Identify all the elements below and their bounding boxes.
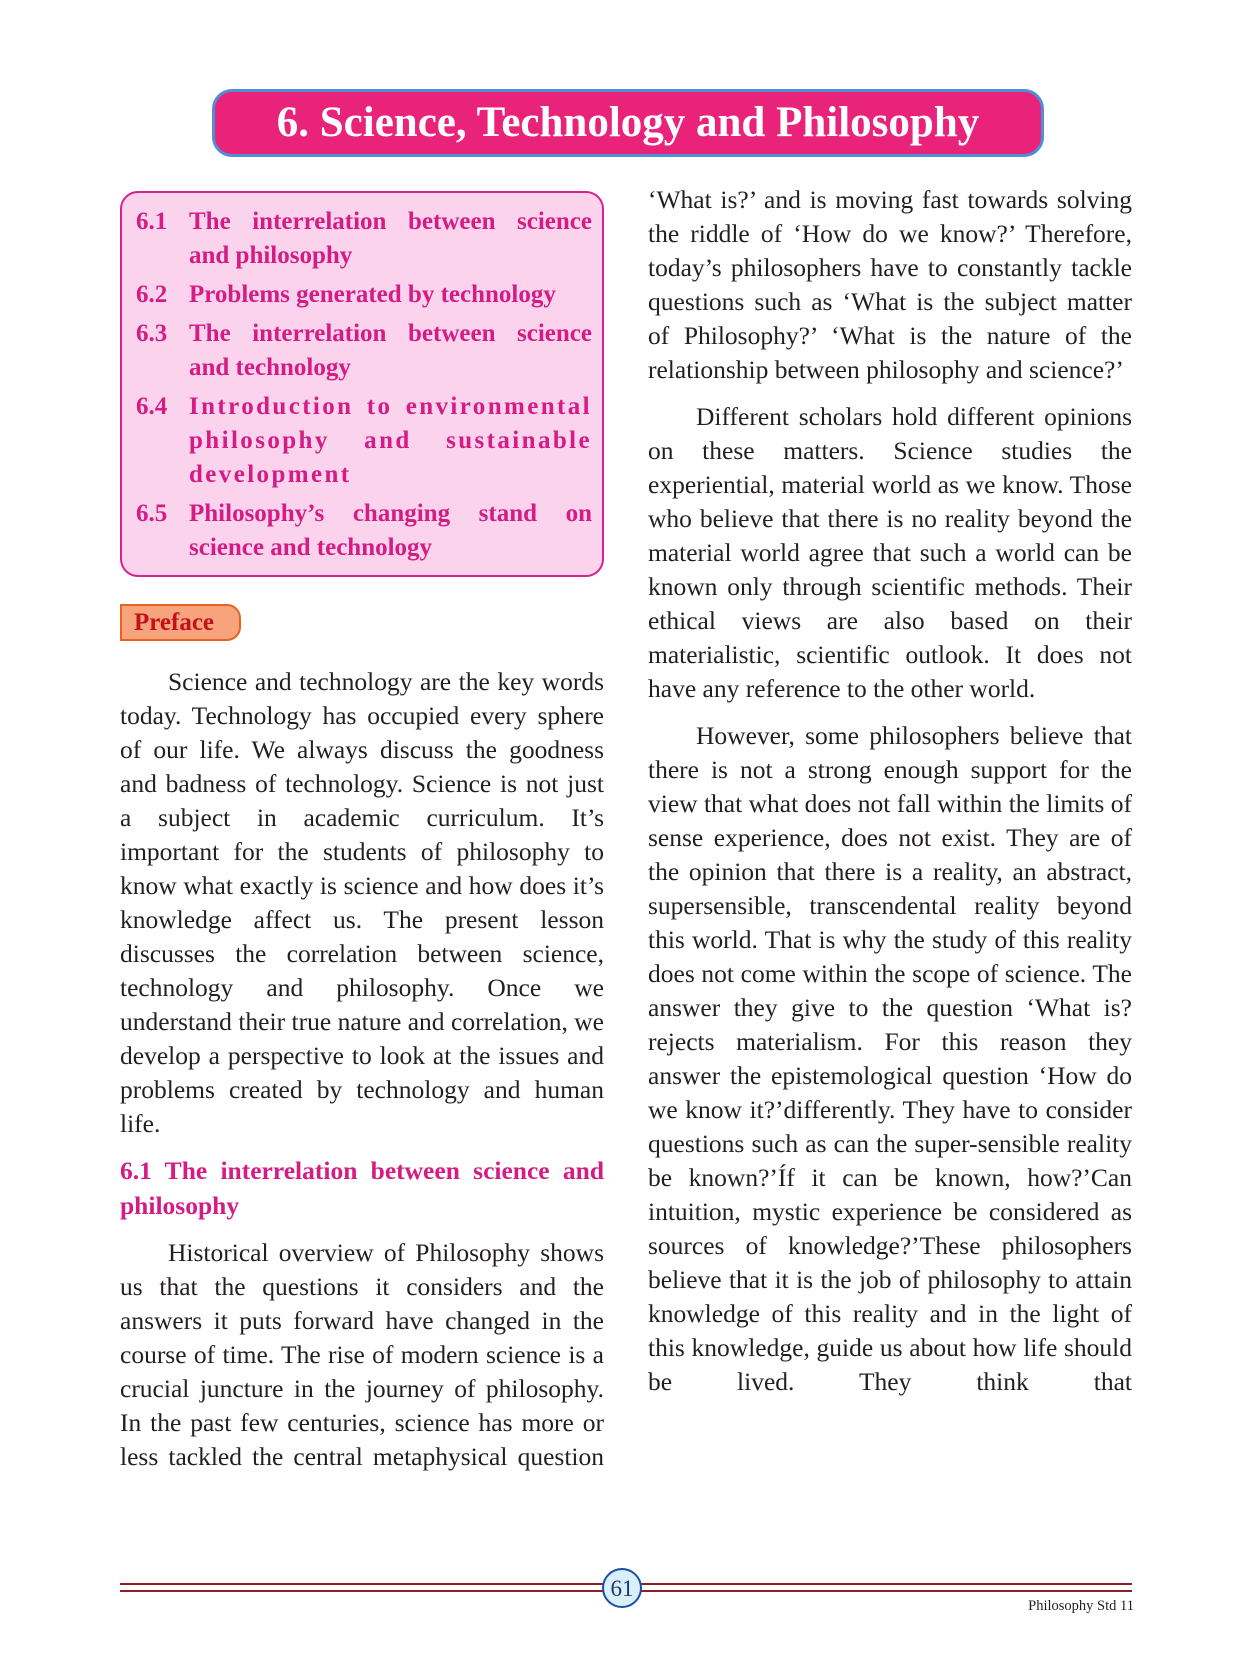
section-paragraph: Historical overview of Philosophy shows us that the questions it considers and the answers it puts forward have changed in the course of time. The rise of modern science is a crucial juncture in the journey of philosophy. In the past few centuries, science has more or less tackled the central metaphysical question (120, 1238, 604, 1471)
body-paragraph: ‘What is?’ and is moving fast towards solving the riddle of ‘How do we know?’ Therefore, today’s philosophers have to constantly tackle questions such as ‘What is the subject matter of Philosophy?’ ‘What is the nature of the relationship between philosophy and science?’ (648, 185, 1132, 384)
preface-paragraph: Science and technology are the key words today. Technology has occupied every sphere of our life. We always discuss the goodness and badness of technology. Science is not just a subject in academic curriculum. It’s important for the students of philosophy to know what exactly is science and how does it’s knowledge affect us. The present lesson discusses the correlation between science, technology and philosophy. Once we understand their true nature and correlation, we develop a perspective to look at the issues and problems created by technology and human life. (120, 667, 604, 1138)
contents-item-number: 6.5 (136, 500, 168, 527)
contents-item-number: 6.1 (136, 208, 168, 235)
preface-label: Preface (120, 604, 241, 641)
footer-book-label: Philosophy Std 11 (1028, 1598, 1134, 1614)
left-column (120, 665, 604, 1474)
contents-item-title: Introduction to environmental philosophy and sustainable development (189, 393, 592, 488)
section-heading: 6.1 The interrelation between science and philosophy (120, 1156, 604, 1220)
contents-item-number: 6.3 (136, 320, 168, 347)
body-paragraph: However, some philosophers believe that there is not a strong enough support for the view that what does not fall within the limits of sense experience, does not exist. They are of the opinion that there is a reality, an abstract, supersensible, transcendental reality beyond this world. That is why the study of this reality does not come within the scope of science. The answer they give to the question ‘What is? rejects materialism. For this reason they answer the epistemological question ‘How do we know it?’differently. They have to consider questions such as can the super-sensible reality be known?’Íf it can be known, how?’Can intuition, mystic experience be considered as sources of knowledge?’These philosophers believe that it is the job of philosophy to attain knowledge of this reality and in the light of this knowledge, guide us about how life should be lived. They think that (648, 721, 1132, 1396)
body-paragraph: Different scholars hold different opinions on these matters. Science studies the experiential, material world as we know. Those who believe that there is no reality beyond the material world agree that such a world can be known only through scientific methods. Their ethical views are also based on their materialistic, scientific outlook. It does not have any reference to the other world. (648, 402, 1132, 703)
contents-item (136, 497, 592, 565)
contents-item-number: 6.2 (136, 281, 168, 308)
contents-item-title: The interrelation between science and philosophy (189, 208, 592, 269)
contents-item (136, 205, 592, 273)
contents-item-title: The interrelation between science and technology (189, 320, 592, 381)
right-column (648, 183, 1132, 1399)
contents-item-number: 6.4 (136, 393, 168, 420)
contents-item (136, 278, 592, 312)
contents-item (136, 390, 592, 492)
contents-item-title: Problems generated by technology (189, 281, 556, 308)
chapter-contents-box (120, 191, 604, 577)
contents-item-title: Philosophy’s changing stand on science and technology (189, 500, 592, 561)
chapter-title: 6. Science, Technology and Philosophy (212, 89, 1044, 157)
contents-item (136, 317, 592, 385)
page-number: 61 (602, 1568, 642, 1608)
